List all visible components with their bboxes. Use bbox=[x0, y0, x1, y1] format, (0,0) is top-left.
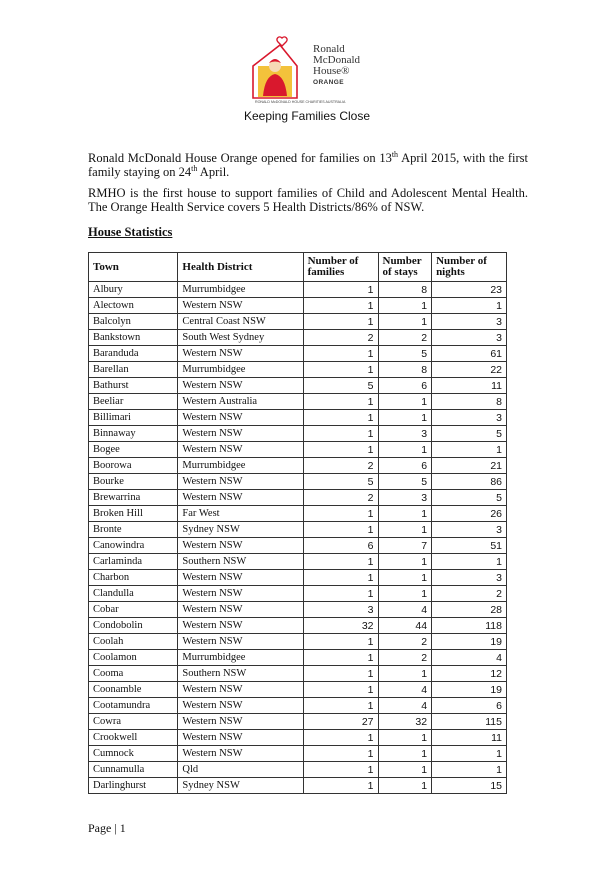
cell-stays: 1 bbox=[378, 762, 432, 778]
cell-nights: 23 bbox=[432, 282, 507, 298]
cell-stays: 1 bbox=[378, 730, 432, 746]
cell-stays: 7 bbox=[378, 538, 432, 554]
cell-health-district: Western NSW bbox=[178, 714, 303, 730]
cell-town: Brewarrina bbox=[89, 490, 178, 506]
logo-text-line2: McDonald bbox=[313, 54, 361, 66]
cell-health-district: Western Australia bbox=[178, 394, 303, 410]
cell-nights: 1 bbox=[432, 298, 507, 314]
cell-families: 1 bbox=[303, 522, 378, 538]
table-row bbox=[89, 362, 507, 378]
table-row bbox=[89, 314, 507, 330]
table-row bbox=[89, 666, 507, 682]
cell-nights: 86 bbox=[432, 474, 507, 490]
cell-town: Albury bbox=[89, 282, 178, 298]
cell-health-district: Western NSW bbox=[178, 634, 303, 650]
cell-nights: 21 bbox=[432, 458, 507, 474]
logo-small-text: RONALD McDONALD HOUSE CHARITIES AUSTRALIA bbox=[255, 100, 346, 104]
cell-families: 1 bbox=[303, 282, 378, 298]
cell-nights: 22 bbox=[432, 362, 507, 378]
cell-town: Cooma bbox=[89, 666, 178, 682]
cell-health-district: Western NSW bbox=[178, 442, 303, 458]
cell-town: Balcolyn bbox=[89, 314, 178, 330]
cell-town: Broken Hill bbox=[89, 506, 178, 522]
cell-health-district: Murrumbidgee bbox=[178, 650, 303, 666]
cell-health-district: Western NSW bbox=[178, 682, 303, 698]
cell-town: Boorowa bbox=[89, 458, 178, 474]
cell-stays: 6 bbox=[378, 458, 432, 474]
cell-stays: 1 bbox=[378, 778, 432, 794]
cell-stays: 1 bbox=[378, 554, 432, 570]
cell-town: Coonamble bbox=[89, 682, 178, 698]
cell-nights: 2 bbox=[432, 586, 507, 602]
cell-town: Coolah bbox=[89, 634, 178, 650]
header-stays: Number of stays bbox=[378, 253, 432, 282]
table-row bbox=[89, 522, 507, 538]
header-nights: Number of nights bbox=[432, 253, 507, 282]
cell-nights: 1 bbox=[432, 762, 507, 778]
table-row bbox=[89, 490, 507, 506]
cell-families: 5 bbox=[303, 378, 378, 394]
table-row bbox=[89, 410, 507, 426]
cell-town: Cunnamulla bbox=[89, 762, 178, 778]
table-row bbox=[89, 730, 507, 746]
logo-text-orange: ORANGE bbox=[313, 79, 344, 86]
cell-nights: 3 bbox=[432, 570, 507, 586]
cell-health-district: Far West bbox=[178, 506, 303, 522]
table-row bbox=[89, 778, 507, 794]
table-row bbox=[89, 682, 507, 698]
table-row bbox=[89, 586, 507, 602]
cell-families: 1 bbox=[303, 554, 378, 570]
table-row bbox=[89, 746, 507, 762]
cell-stays: 4 bbox=[378, 602, 432, 618]
cell-health-district: Western NSW bbox=[178, 378, 303, 394]
cell-stays: 8 bbox=[378, 362, 432, 378]
cell-town: Coolamon bbox=[89, 650, 178, 666]
table-row bbox=[89, 298, 507, 314]
cell-health-district: Western NSW bbox=[178, 730, 303, 746]
cell-nights: 8 bbox=[432, 394, 507, 410]
intro-paragraph-2: RMHO is the first house to support families of Child and Adolescent Mental Health. The Orange Health Service covers 5 Health Districts/86% of NSW. bbox=[88, 186, 528, 214]
cell-stays: 1 bbox=[378, 394, 432, 410]
cell-stays: 4 bbox=[378, 698, 432, 714]
cell-families: 1 bbox=[303, 346, 378, 362]
cell-stays: 1 bbox=[378, 570, 432, 586]
cell-health-district: Western NSW bbox=[178, 602, 303, 618]
cell-town: Cumnock bbox=[89, 746, 178, 762]
cell-stays: 1 bbox=[378, 746, 432, 762]
cell-nights: 4 bbox=[432, 650, 507, 666]
table-row bbox=[89, 762, 507, 778]
cell-nights: 118 bbox=[432, 618, 507, 634]
cell-nights: 61 bbox=[432, 346, 507, 362]
cell-stays: 1 bbox=[378, 666, 432, 682]
cell-families: 1 bbox=[303, 730, 378, 746]
cell-families: 1 bbox=[303, 650, 378, 666]
cell-nights: 51 bbox=[432, 538, 507, 554]
table-header-row bbox=[89, 253, 507, 282]
cell-town: Bathurst bbox=[89, 378, 178, 394]
table-row bbox=[89, 282, 507, 298]
table-row bbox=[89, 650, 507, 666]
cell-families: 5 bbox=[303, 474, 378, 490]
cell-town: Bogee bbox=[89, 442, 178, 458]
cell-town: Crookwell bbox=[89, 730, 178, 746]
cell-stays: 1 bbox=[378, 314, 432, 330]
cell-stays: 1 bbox=[378, 586, 432, 602]
cell-families: 1 bbox=[303, 778, 378, 794]
cell-health-district: Western NSW bbox=[178, 538, 303, 554]
cell-town: Clandulla bbox=[89, 586, 178, 602]
cell-families: 1 bbox=[303, 442, 378, 458]
cell-town: Beeliar bbox=[89, 394, 178, 410]
cell-town: Canowindra bbox=[89, 538, 178, 554]
cell-town: Barellan bbox=[89, 362, 178, 378]
cell-nights: 6 bbox=[432, 698, 507, 714]
cell-stays: 1 bbox=[378, 506, 432, 522]
table-row bbox=[89, 378, 507, 394]
cell-town: Carlaminda bbox=[89, 554, 178, 570]
cell-health-district: Western NSW bbox=[178, 698, 303, 714]
cell-families: 1 bbox=[303, 666, 378, 682]
cell-health-district: Qld bbox=[178, 762, 303, 778]
cell-health-district: Western NSW bbox=[178, 474, 303, 490]
cell-families: 1 bbox=[303, 586, 378, 602]
cell-families: 1 bbox=[303, 394, 378, 410]
table-row bbox=[89, 538, 507, 554]
cell-stays: 2 bbox=[378, 650, 432, 666]
cell-health-district: Western NSW bbox=[178, 298, 303, 314]
cell-nights: 15 bbox=[432, 778, 507, 794]
cell-town: Darlinghurst bbox=[89, 778, 178, 794]
cell-families: 1 bbox=[303, 314, 378, 330]
cell-nights: 11 bbox=[432, 730, 507, 746]
cell-families: 2 bbox=[303, 490, 378, 506]
cell-nights: 5 bbox=[432, 426, 507, 442]
cell-stays: 4 bbox=[378, 682, 432, 698]
cell-nights: 28 bbox=[432, 602, 507, 618]
cell-families: 32 bbox=[303, 618, 378, 634]
cell-stays: 8 bbox=[378, 282, 432, 298]
cell-town: Baranduda bbox=[89, 346, 178, 362]
cell-stays: 3 bbox=[378, 426, 432, 442]
rmhc-logo bbox=[249, 36, 379, 110]
table-row bbox=[89, 698, 507, 714]
cell-stays: 1 bbox=[378, 442, 432, 458]
cell-health-district: Western NSW bbox=[178, 746, 303, 762]
cell-families: 27 bbox=[303, 714, 378, 730]
table-row bbox=[89, 458, 507, 474]
table-row bbox=[89, 506, 507, 522]
cell-families: 1 bbox=[303, 426, 378, 442]
cell-nights: 115 bbox=[432, 714, 507, 730]
table-row bbox=[89, 346, 507, 362]
cell-nights: 3 bbox=[432, 330, 507, 346]
cell-town: Bronte bbox=[89, 522, 178, 538]
table-row bbox=[89, 330, 507, 346]
cell-stays: 32 bbox=[378, 714, 432, 730]
cell-nights: 5 bbox=[432, 490, 507, 506]
page-number: Page | 1 bbox=[88, 821, 126, 835]
cell-nights: 1 bbox=[432, 442, 507, 458]
cell-town: Binnaway bbox=[89, 426, 178, 442]
cell-stays: 3 bbox=[378, 490, 432, 506]
cell-health-district: Southern NSW bbox=[178, 666, 303, 682]
cell-families: 1 bbox=[303, 762, 378, 778]
cell-health-district: Sydney NSW bbox=[178, 778, 303, 794]
tagline: Keeping Families Close bbox=[243, 109, 371, 123]
cell-stays: 5 bbox=[378, 346, 432, 362]
cell-nights: 1 bbox=[432, 746, 507, 762]
cell-town: Condobolin bbox=[89, 618, 178, 634]
cell-stays: 1 bbox=[378, 298, 432, 314]
cell-nights: 11 bbox=[432, 378, 507, 394]
cell-town: Billimari bbox=[89, 410, 178, 426]
table-row bbox=[89, 634, 507, 650]
table-row bbox=[89, 714, 507, 730]
cell-families: 1 bbox=[303, 298, 378, 314]
house-statistics-table bbox=[88, 252, 507, 794]
cell-families: 1 bbox=[303, 698, 378, 714]
cell-health-district: Western NSW bbox=[178, 586, 303, 602]
cell-stays: 1 bbox=[378, 522, 432, 538]
cell-nights: 3 bbox=[432, 314, 507, 330]
cell-town: Cowra bbox=[89, 714, 178, 730]
cell-health-district: Western NSW bbox=[178, 410, 303, 426]
cell-town: Charbon bbox=[89, 570, 178, 586]
intro-paragraph-1: Ronald McDonald House Orange opened for families on 13th April 2015, with the first family staying on 24th April. bbox=[88, 149, 529, 179]
cell-stays: 2 bbox=[378, 330, 432, 346]
table-row bbox=[89, 602, 507, 618]
cell-health-district: Western NSW bbox=[178, 490, 303, 506]
cell-stays: 5 bbox=[378, 474, 432, 490]
cell-town: Alectown bbox=[89, 298, 178, 314]
cell-health-district: Southern NSW bbox=[178, 554, 303, 570]
cell-health-district: Western NSW bbox=[178, 570, 303, 586]
cell-families: 1 bbox=[303, 506, 378, 522]
logo-text-line1: Ronald bbox=[313, 43, 345, 55]
table-row bbox=[89, 570, 507, 586]
cell-families: 2 bbox=[303, 458, 378, 474]
cell-stays: 1 bbox=[378, 410, 432, 426]
cell-families: 1 bbox=[303, 746, 378, 762]
cell-nights: 26 bbox=[432, 506, 507, 522]
table-row bbox=[89, 442, 507, 458]
cell-health-district: Murrumbidgee bbox=[178, 458, 303, 474]
cell-health-district: Western NSW bbox=[178, 426, 303, 442]
table-row bbox=[89, 618, 507, 634]
cell-families: 1 bbox=[303, 362, 378, 378]
header-health-district: Health District bbox=[178, 253, 303, 282]
cell-health-district: Murrumbidgee bbox=[178, 362, 303, 378]
header-families: Number of families bbox=[303, 253, 378, 282]
cell-stays: 6 bbox=[378, 378, 432, 394]
table-row bbox=[89, 394, 507, 410]
cell-health-district: Western NSW bbox=[178, 346, 303, 362]
cell-families: 2 bbox=[303, 330, 378, 346]
cell-health-district: South West Sydney bbox=[178, 330, 303, 346]
table-row bbox=[89, 554, 507, 570]
cell-families: 1 bbox=[303, 410, 378, 426]
cell-health-district: Central Coast NSW bbox=[178, 314, 303, 330]
cell-health-district: Murrumbidgee bbox=[178, 282, 303, 298]
table-row bbox=[89, 474, 507, 490]
cell-town: Bankstown bbox=[89, 330, 178, 346]
cell-families: 6 bbox=[303, 538, 378, 554]
cell-families: 1 bbox=[303, 682, 378, 698]
cell-stays: 2 bbox=[378, 634, 432, 650]
cell-families: 1 bbox=[303, 634, 378, 650]
cell-health-district: Western NSW bbox=[178, 618, 303, 634]
cell-stays: 44 bbox=[378, 618, 432, 634]
cell-families: 3 bbox=[303, 602, 378, 618]
cell-town: Cobar bbox=[89, 602, 178, 618]
cell-health-district: Sydney NSW bbox=[178, 522, 303, 538]
header-town: Town bbox=[89, 253, 178, 282]
cell-town: Cootamundra bbox=[89, 698, 178, 714]
logo-text-line3: House® bbox=[313, 65, 350, 77]
table-row bbox=[89, 426, 507, 442]
cell-nights: 19 bbox=[432, 634, 507, 650]
cell-nights: 3 bbox=[432, 522, 507, 538]
cell-nights: 3 bbox=[432, 410, 507, 426]
cell-town: Bourke bbox=[89, 474, 178, 490]
cell-nights: 19 bbox=[432, 682, 507, 698]
cell-nights: 12 bbox=[432, 666, 507, 682]
cell-nights: 1 bbox=[432, 554, 507, 570]
cell-families: 1 bbox=[303, 570, 378, 586]
section-heading: House Statistics bbox=[88, 225, 173, 239]
